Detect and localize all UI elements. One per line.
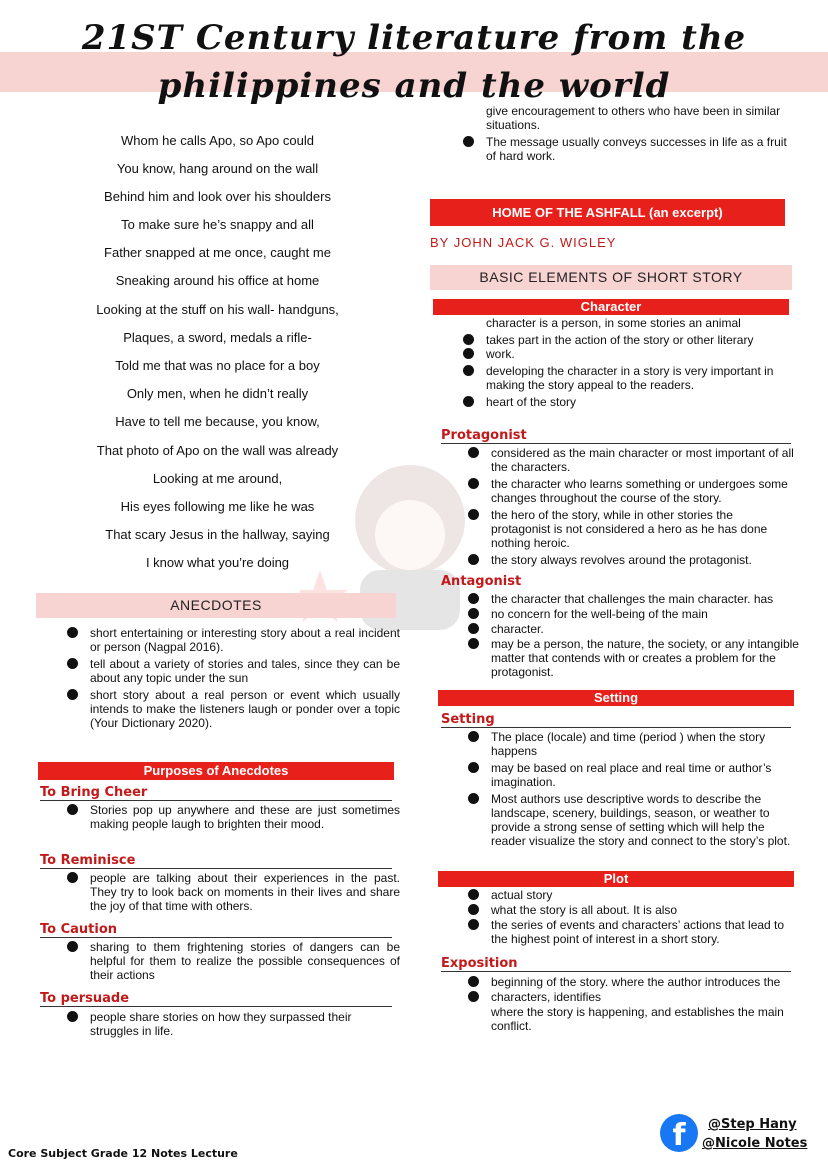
elements-heading: BASIC ELEMENTS OF SHORT STORY	[430, 265, 792, 290]
list-item: may be based on real place and real time or author’s imagination.	[465, 761, 795, 789]
poem-line: Looking at the stuff on his wall- handguns,	[96, 302, 339, 317]
antagonist-heading: Antagonist	[441, 574, 522, 589]
list-item: takes part in the action of the story or other literary	[460, 333, 790, 347]
list-item: heart of the story	[460, 395, 790, 409]
protagonist-heading: Protagonist	[441, 428, 791, 444]
story-byline: BY JOHN JACK G. WIGLEY	[430, 235, 617, 250]
bullet-icon	[67, 804, 78, 815]
poem-line: Behind him and look over his shoulders	[104, 189, 331, 204]
purpose-title-caution: To Caution	[40, 922, 392, 938]
bullet-icon	[67, 941, 78, 952]
bullet-icon	[468, 919, 479, 930]
plot-list	[465, 888, 795, 949]
setting-bar: Setting	[438, 690, 794, 706]
poem-line: Only men, when he didn’t really	[126, 386, 309, 401]
list-item: what the story is all about. It is also	[465, 903, 795, 917]
bullet-icon	[468, 638, 479, 649]
setting-list	[465, 730, 795, 851]
list-item: short entertaining or interesting story about a real incident or person (Nagpal 2016).	[64, 626, 400, 654]
top-right-list	[460, 104, 790, 166]
list-item: sharing to them frightening stories of dangers can be helpful for them to realize the possible consequences of their actions	[64, 940, 400, 982]
list-item: where the story is happening, and establishes the main conflict.	[491, 1005, 784, 1033]
handle-step-hany[interactable]: @Step Hany	[708, 1117, 797, 1132]
facebook-icon[interactable]: f	[660, 1114, 698, 1152]
bullet-icon	[468, 608, 479, 619]
poem-line: That scary Jesus in the hallway, saying	[105, 527, 330, 542]
list-item: people are talking about their experiences in the past. They try to look back on moments in their lives and share the joy of that time with others.	[64, 871, 400, 913]
purposes-heading: Purposes of Anecdotes	[38, 762, 394, 780]
list-item: the character who learns something or undergoes some changes throughout the course of the story.	[465, 477, 795, 505]
bullet-icon	[468, 447, 479, 458]
list-item: the story always revolves around the protagonist.	[465, 553, 795, 567]
exposition-list	[465, 975, 805, 1036]
page-title-line1: 21ST Century literature from the	[81, 18, 747, 58]
list-item: tell about a variety of stories and tales, since they can be about any topic under the sun	[64, 657, 400, 685]
list-item: considered as the main character or most important of all the characters.	[465, 446, 795, 474]
poem-line: Plaques, a sword, medals a rifle-	[123, 330, 312, 345]
story-title: HOME OF THE ASHFALL (an excerpt)	[430, 199, 785, 226]
handle-nicole-notes[interactable]: @Nicole Notes	[702, 1136, 808, 1151]
poem-line: Whom he calls Apo, so Apo could	[121, 133, 314, 148]
purpose-title-persuade: To persuade	[40, 991, 392, 1007]
bullet-icon	[468, 623, 479, 634]
list-item: give encouragement to others who have been in similar situations.	[486, 104, 781, 132]
purpose-title-reminisce: To Reminisce	[40, 853, 392, 869]
list-item: the series of events and characters’ actions that lead to the highest point of interest in a short story.	[465, 918, 795, 946]
list-item: work.	[460, 347, 790, 361]
bullet-icon	[67, 627, 78, 638]
list-item: people share stories on how they surpassed their struggles in life.	[64, 1010, 400, 1038]
bullet-icon	[468, 976, 479, 987]
page-title-line2: philippines and the world	[157, 66, 671, 106]
poem-line: You know, hang around on the wall	[116, 161, 319, 176]
bullet-icon	[463, 348, 474, 359]
bullet-icon	[468, 554, 479, 565]
poem-line: I know what you’re doing	[145, 555, 290, 570]
bullet-icon	[67, 689, 78, 700]
character-heading: Character	[433, 299, 789, 315]
plot-bar: Plot	[438, 871, 794, 887]
list-item: characters, identifies	[465, 990, 805, 1004]
bullet-icon	[463, 365, 474, 376]
list-item: the hero of the story, while in other stories the protagonist is not considered a hero as he has done nothing heroic.	[465, 508, 795, 550]
purpose-title-cheer: To Bring Cheer	[40, 785, 392, 801]
list-item: beginning of the story. where the author introduces the	[465, 975, 805, 989]
bullet-icon	[468, 762, 479, 773]
bullet-icon	[463, 396, 474, 407]
list-item: Stories pop up anywhere and these are just sometimes making people laugh to brighten their mood.	[64, 803, 400, 831]
purpose-list-caution	[64, 940, 400, 985]
poem-line: To make sure he’s snappy and all	[121, 217, 314, 232]
list-item: may be a person, the nature, the society, or any intangible matter that contends with or creates a problem for the protagonist.	[465, 637, 805, 679]
anecdotes-heading: ANECDOTES	[36, 593, 396, 618]
list-item: short story about a real person or event which usually intends to make the listeners laugh or ponder over a topic (Your Dictionary 2020).	[64, 688, 400, 730]
poem-line: Have to tell me because, you know,	[115, 414, 320, 429]
poem-line: That photo of Apo on the wall was already	[96, 443, 339, 458]
footer-caption: Core Subject Grade 12 Notes Lecture	[8, 1147, 238, 1160]
list-item: character.	[465, 622, 805, 636]
list-item: The place (locale) and time (period ) when the story happens	[465, 730, 795, 758]
bullet-icon	[468, 593, 479, 604]
exposition-heading: Exposition	[441, 956, 791, 972]
poem-line: Looking at me around,	[152, 471, 283, 486]
bullet-icon	[468, 509, 479, 520]
poem-line: Told me that was no place for a boy	[115, 358, 320, 373]
bullet-icon	[468, 991, 479, 1002]
purpose-list-persuade	[64, 1010, 400, 1041]
purpose-list-reminisce	[64, 871, 400, 916]
bullet-icon	[468, 904, 479, 915]
bullet-icon	[468, 889, 479, 900]
antagonist-list	[465, 592, 805, 682]
list-item: actual story	[465, 888, 795, 902]
list-item: Most authors use descriptive words to describe the landscape, scenery, buildings, season, or weather to provide a strong sense of setting which will help the reader visualize the story and connect to the story’s plot.	[465, 792, 795, 848]
bullet-icon	[463, 334, 474, 345]
bullet-icon	[67, 872, 78, 883]
list-item: no concern for the well-being of the main	[465, 607, 805, 621]
bullet-icon	[468, 793, 479, 804]
list-item: character is a person, in some stories an animal	[486, 316, 741, 330]
poem-line: His eyes following me like he was	[120, 499, 315, 514]
list-item: the character that challenges the main character. has	[465, 592, 805, 606]
poem-line: Sneaking around his office at home	[115, 273, 320, 288]
anecdotes-list	[64, 626, 400, 733]
setting-heading: Setting	[441, 712, 791, 728]
list-item: developing the character in a story is very important in making the story appeal to the readers.	[460, 364, 790, 392]
bullet-icon	[463, 136, 474, 147]
protagonist-list	[465, 446, 795, 570]
poem-line: Father snapped at me once, caught me	[104, 245, 331, 260]
bullet-icon	[468, 731, 479, 742]
bullet-icon	[468, 478, 479, 489]
list-item: The message usually conveys successes in life as a fruit of hard work.	[460, 135, 790, 163]
bullet-icon	[67, 1011, 78, 1022]
purpose-list-cheer	[64, 803, 400, 834]
character-list	[460, 316, 790, 412]
bullet-icon	[67, 658, 78, 669]
